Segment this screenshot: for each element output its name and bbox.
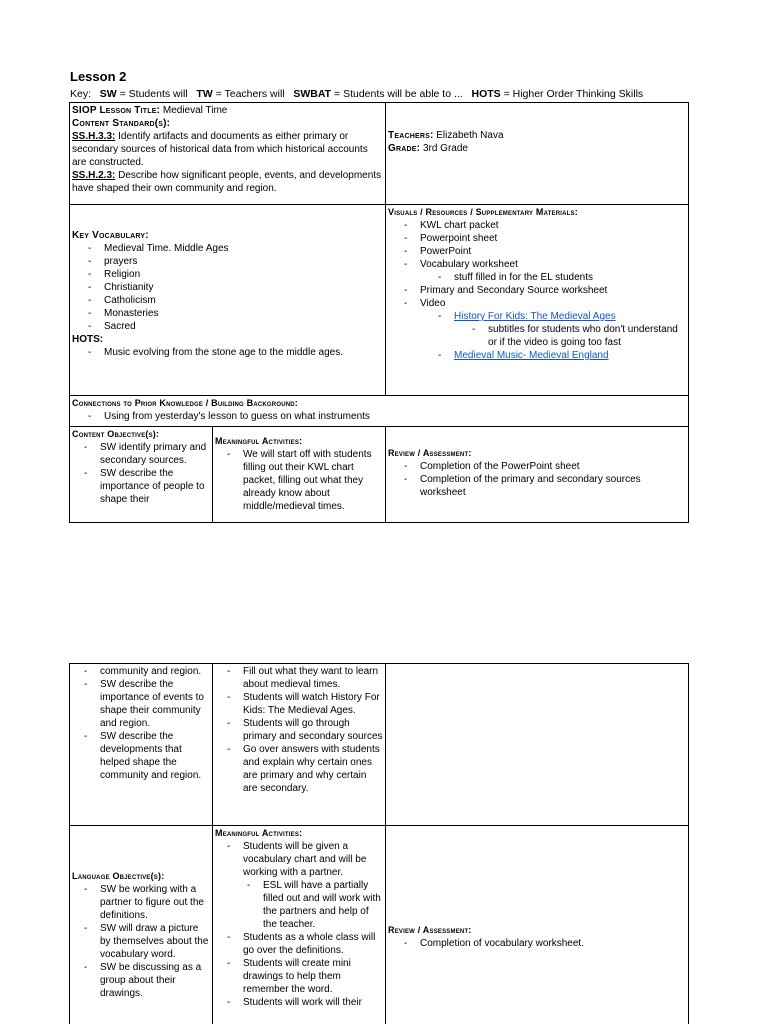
language-activities-cell [213,826,386,1024]
title-standards-cell [70,103,386,205]
vocab-item: - prayers [88,255,383,268]
visuals-list [388,219,686,362]
language-objectives-list [72,883,210,1000]
key-swbat-def: = Students will be able to ... [334,88,463,100]
empty-review-cell [386,664,689,826]
visuals-cell [386,205,689,396]
language-activity-item: - Students will work will their [227,996,383,1009]
language-objective-item: - SW be discussing as a group about their drawings. [84,961,210,1000]
grade-row [388,142,686,155]
key-tw-def: = Teachers will [215,88,285,100]
grade-label: Grade: [388,143,421,154]
content-objective-item: - SW identify primary and secondary sources. [84,441,210,467]
vocab-item: - Medieval Time. Middle Ages [88,242,383,255]
grade-value: 3rd Grade [422,143,468,154]
visual-sublist [420,271,686,284]
video-subitem: - subtitles for students who don't understand or if the video is going too fast [472,323,686,349]
video-sublist [420,310,686,362]
content-objectives-label: Content Objective(s): [72,429,160,439]
lesson-title-label: SIOP Lesson Title: [72,105,161,116]
connections-cell [70,396,689,427]
language-objective-item: - SW be working with a partner to figure out the definitions. [84,883,210,922]
key-legend [70,88,643,101]
content-objective-item: - SW describe the developments that helped shape the community and region. [84,730,210,782]
meaningful-activities-list [215,448,383,513]
lesson-plan-table-page1 [69,102,689,523]
content-objective-continued: - community and region. [84,665,210,678]
teachers-label: Teachers: [388,130,434,141]
visual-subitem: - stuff filled in for the EL students [438,271,686,284]
vocab-item: - Monasteries [88,307,383,320]
teachers-value: Elizabeth Nava [436,130,504,141]
review-item: - Completion of the PowerPoint sheet [404,460,686,473]
key-hots-def: = Higher Order Thinking Skills [503,88,644,100]
meaningful-activities-cell [213,427,386,523]
language-review-cell [386,826,689,1024]
content-objectives-list [72,441,210,506]
connections-list [72,410,686,423]
review-list [388,460,686,499]
teachers-row [388,129,686,142]
hots-list [72,346,383,359]
visual-item [404,297,686,362]
lesson-title-value: Medieval Time [162,105,228,116]
content-standards-label: Content Standard(s): [72,118,171,129]
visual-item-text: Vocabulary worksheet [420,259,518,270]
visual-item: - KWL chart packet [404,219,686,232]
meaningful-activities-cont-list [215,665,383,795]
language-review-item: - Completion of vocabulary worksheet. [404,937,686,950]
standard-item [72,169,383,195]
vocab-item: - Sacred [88,320,383,333]
visual-item [404,258,686,284]
standard-text: Identify artifacts and documents as either primary or secondary sources of historical data from which historical accounts are constructed. [72,131,368,168]
content-objectives-cont-list [72,665,210,782]
review-cell [386,427,689,523]
review-label: Review / Assessment: [388,448,472,458]
connections-label: Connections to Prior Knowledge / Building Background: [72,398,298,408]
visuals-label: Visuals / Resources / Supplementary Materials: [388,207,578,217]
vocab-item: - Christianity [88,281,383,294]
key-prefix: Key: [70,88,92,100]
language-objective-item: - SW will draw a picture by themselves about the vocabulary word. [84,922,210,961]
visual-item: - Powerpoint sheet [404,232,686,245]
video-item [438,310,686,349]
video-item [438,349,686,362]
language-review-list [388,937,686,950]
language-activities-label: Meaningful Activities: [215,828,303,838]
language-objectives-cell [70,826,213,1024]
video-subsublist [454,323,686,349]
standard-text: Describe how significant people, events, and developments have shaped their own community and region. [72,170,382,194]
standard-code: SS.H.3.3: [72,131,116,142]
medieval-music-link[interactable]: Medieval Music- Medieval England [454,350,609,361]
key-hots: HOTS [471,88,501,100]
content-objectives-cell [70,427,213,523]
review-item: - Completion of the primary and secondary sources worksheet [404,473,686,499]
visual-item: - Primary and Secondary Source worksheet [404,284,686,297]
hots-item: - Music evolving from the stone age to the middle ages. [88,346,383,359]
activity-item: - Fill out what they want to learn about medieval times. [227,665,383,691]
visual-item: - PowerPoint [404,245,686,258]
language-activity-sublist [243,879,383,931]
activity-item: - Students will go through primary and secondary sources [227,717,383,743]
key-sw: SW [99,88,117,100]
standard-code: SS.H.2.3: [72,170,116,181]
lesson-plan-table-page2 [69,663,689,1024]
language-activities-list [215,840,383,1009]
connection-item: - Using from yesterday's lesson to guess on what instruments [88,410,686,423]
activity-item: - We will start off with students filling out their KWL chart packet, filling out what they already know about middle/medieval times. [227,448,383,513]
meaningful-activities-label: Meaningful Activities: [215,436,303,446]
hots-label: HOTS: [72,334,104,345]
standard-item [72,130,383,169]
teachers-grade-cell [386,103,689,205]
language-objectives-label: Language Objective(s): [72,871,165,881]
vocabulary-list [72,242,383,333]
visual-item-text: Video [420,298,446,309]
meaningful-activities-cont-cell [213,664,386,826]
content-objectives-cont-cell [70,664,213,826]
content-objective-item: - SW describe the importance of people to shape their [84,467,210,506]
language-activity-item: - Students will be given a vocabulary chart and will be working with a partner. - ESL will have a partially filled out and will work with the partners and help of the teacher. [227,840,383,931]
vocabulary-label: Key Vocabulary: [72,230,149,241]
language-activity-item: - Students as a whole class will go over the definitions. [227,931,383,957]
vocab-item: - Catholicism [88,294,383,307]
language-activity-item: - Students will create mini drawings to help them remember the word. [227,957,383,996]
key-sw-def: = Students will [119,88,188,100]
key-swbat: SWBAT [293,88,332,100]
language-review-label: Review / Assessment: [388,925,472,935]
history-for-kids-link[interactable]: History For Kids: The Medieval Ages [454,311,616,322]
activity-item: - Students will watch History For Kids: The Medieval Ages. [227,691,383,717]
language-activity-subitem: - ESL will have a partially filled out and will work with the partners and help of the teacher. [247,879,383,931]
activity-item: - Go over answers with students and explain why certain ones are primary and why certain are secondary. [227,743,383,795]
lesson-title-row [72,104,383,117]
vocabulary-cell [70,205,386,396]
key-tw: TW [196,88,213,100]
content-objective-item: - SW describe the importance of events to shape their community and region. [84,678,210,730]
vocab-item: - Religion [88,268,383,281]
lesson-title: Lesson 2 [70,69,127,84]
